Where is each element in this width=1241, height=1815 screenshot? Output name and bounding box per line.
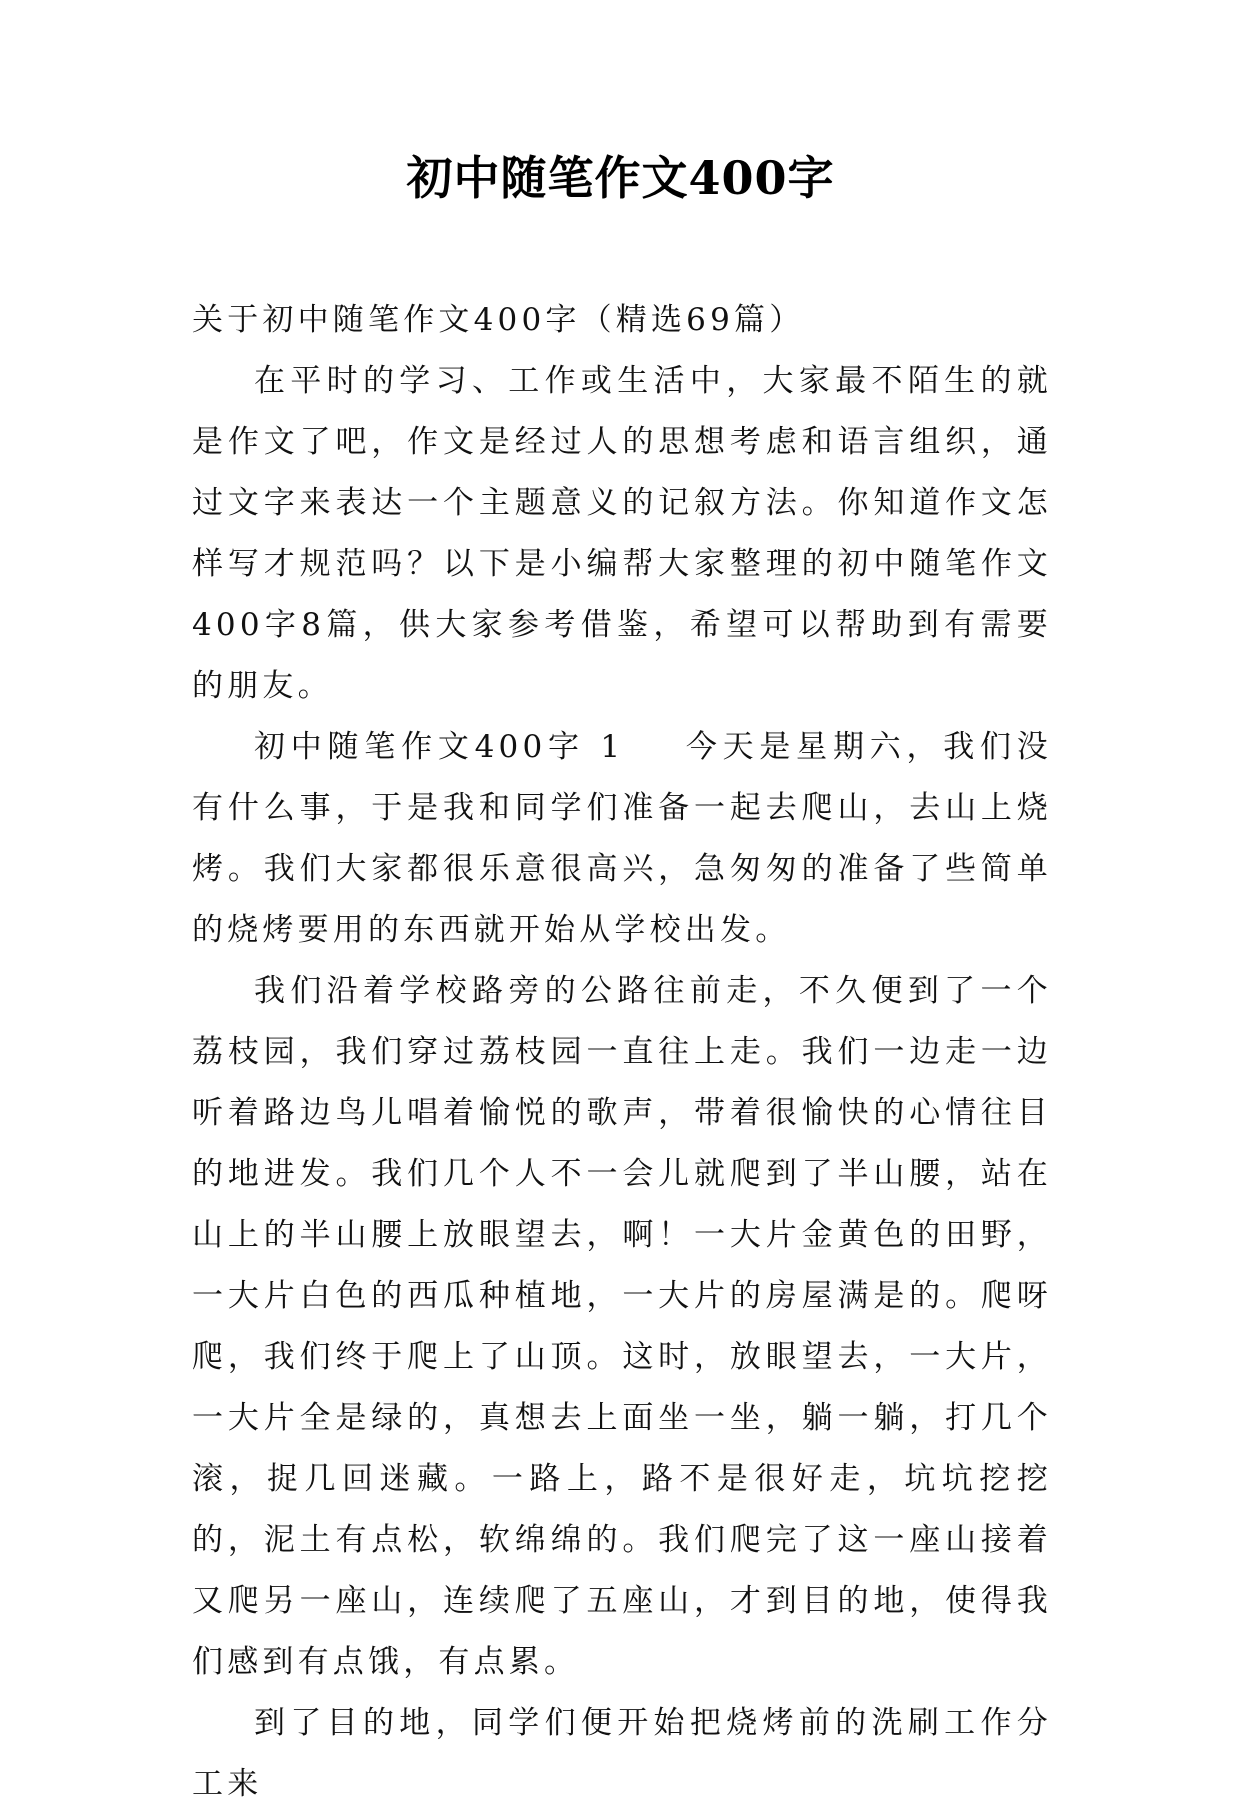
intro-paragraph: 在平时的学习、工作或生活中，大家最不陌生的就是作文了吧，作文是经过人的思想考虑和语言组织，通过文字来表达一个主题意义的记叙方法。你知道作文怎样写才规范吗？以下是小编帮大家整理的初中随笔作文400字8篇，供大家参考借鉴，希望可以帮助到有需要的朋友。 bbox=[192, 363, 1052, 704]
essay-1-first-paragraph bbox=[192, 717, 1052, 961]
essay-1-paragraph-1: 今天是星期六，我们没有什么事，于是我和同学们准备一起去爬山，去山上烧烤。我们大家都很乐意很高兴，急匆匆的准备了些简单的烧烤要用的东西就开始从学校出发。 bbox=[192, 729, 1053, 948]
essay-1-paragraph-2: 我们沿着学校路旁的公路往前走，不久便到了一个荔枝园，我们穿过荔枝园一直往上走。我们一边走一边听着路边鸟儿唱着愉悦的歌声，带着很愉快的心情往目的地进发。我们几个人不一会儿就爬到了半山腰，站在山上的半山腰上放眼望去，啊！一大片金黄色的田野，一大片白色的西瓜种植地，一大片的房屋满是的。爬呀爬，我们终于爬上了山顶。这时，放眼望去，一大片，一大片全是绿的，真想去上面坐一坐，躺一躺，打几个滚，捉几回迷藏。一路上，路不是很好走，坑坑挖挖的，泥土有点松，软绵绵的。我们爬完了这一座山接着又爬另一座山，连续爬了五座山，才到目的地，使得我们感到有点饿，有点累。 bbox=[192, 973, 1052, 1680]
document-subtitle: 关于初中随笔作文400字（精选69篇） bbox=[192, 302, 805, 338]
essay-1-paragraph-3: 到了目的地，同学们便开始把烧烤前的洗刷工作分工来 bbox=[192, 1705, 1052, 1802]
essay-1-heading: 初中随笔作文400字 1 bbox=[254, 729, 625, 765]
document-body bbox=[192, 290, 1052, 1815]
document-title: 初中随笔作文400字 bbox=[406, 151, 835, 205]
